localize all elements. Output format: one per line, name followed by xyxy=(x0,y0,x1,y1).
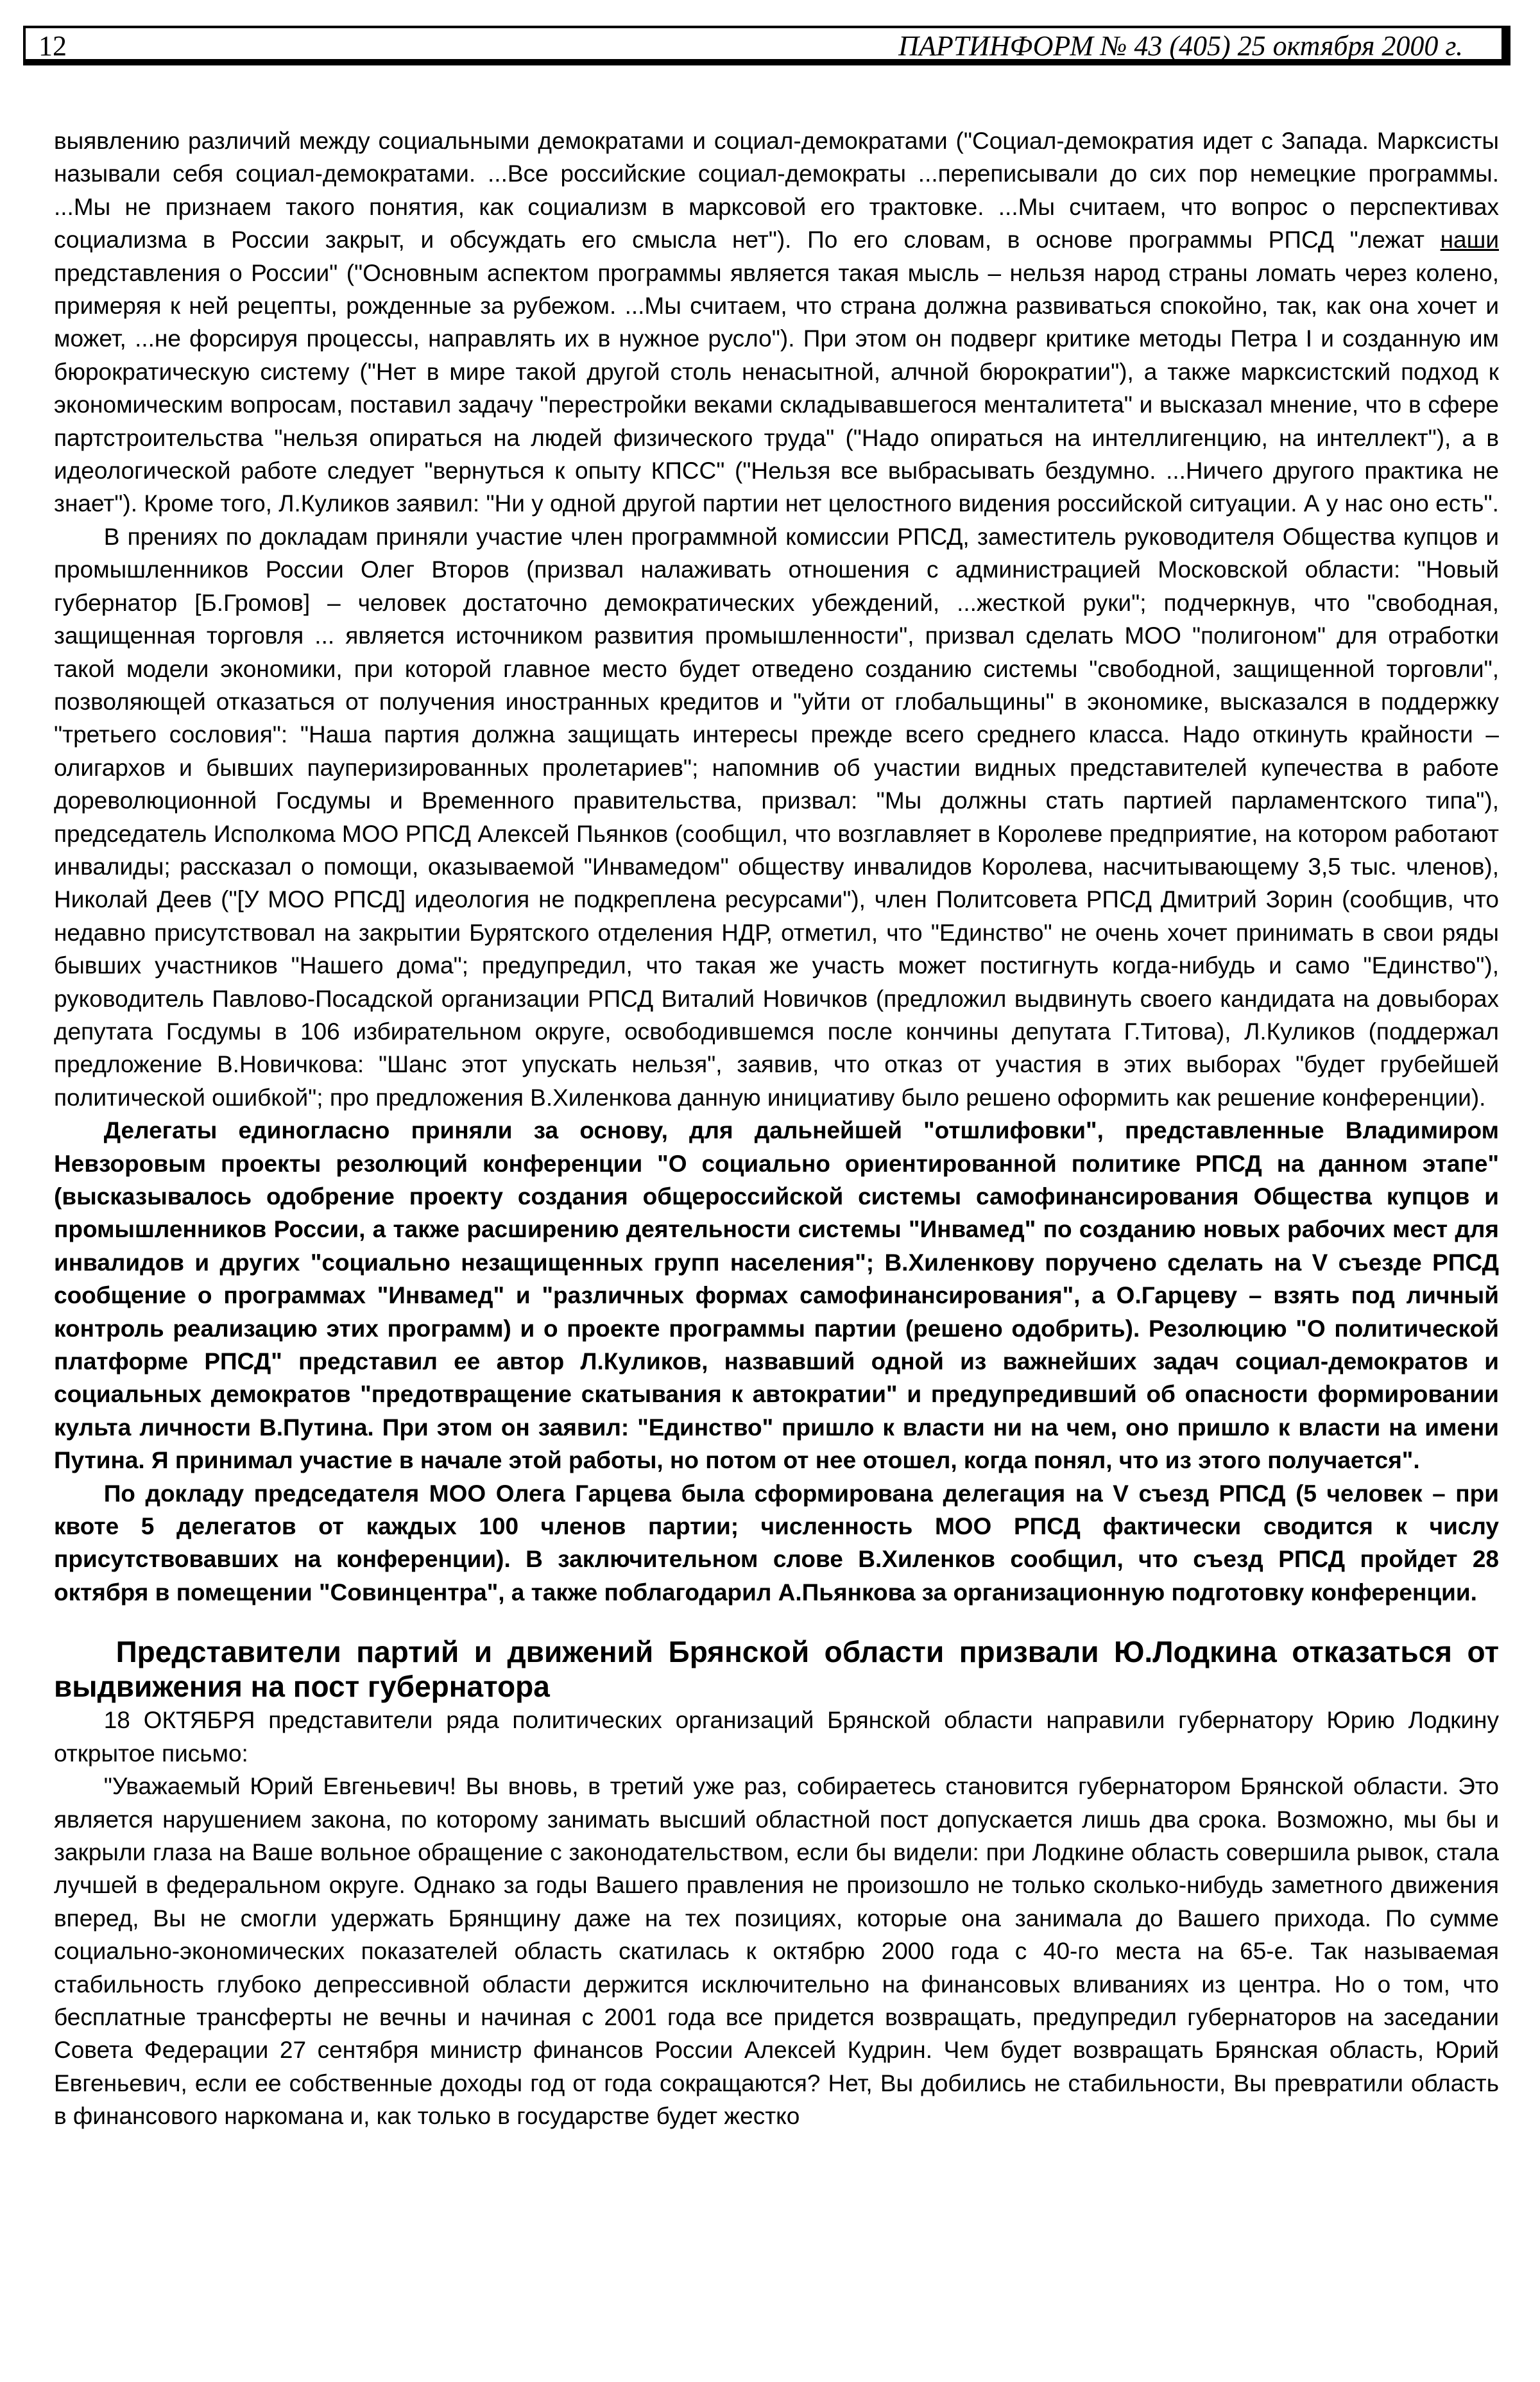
article2-headline: Представители партий и движений Брянской области призвали Ю.Лодкина отказаться от выдвижения на пост губернатора xyxy=(54,1635,1499,1704)
underlined-word: наши xyxy=(1440,227,1499,253)
issue-title: ПАРТИНФОРМ № 43 (405) 25 октября 2000 г. xyxy=(898,30,1463,62)
article2-paragraph-2: "Уважаемый Юрий Евгеньевич! Вы вновь, в третий уже раз, собираетесь становится губернатором Брянской области. Это является нарушением закона, по которому занимать высший областной пост допускается лишь два срока. Возможно, мы бы и закрыли глаза на Ваше вольное обращение с законодательством, если бы видели: при Лодкине область совершила рывок, стала лучшей в федеральном округе. Однако за годы Вашего правления не произошло не только сколько-нибудь заметного движения вперед, Вы не смогли удержать Брянщину даже на тех позициях, которые она занимала до Вашего прихода. По сумме социально-экономических показателей область скатилась к октябрю 2000 года с 40-го места на 65-е. Так называемая стабильность глубоко депрессивной области держится исключительно на финансовых вливаниях из центра. Но о том, что бесплатные трансферты не вечны и начиная с 2001 года все придется возвращать, предупредил губернаторов на заседании Совета Федерации 27 сентября министр финансов России Алексей Кудрин. Чем будет возвращать Брянская область, Юрий Евгеньевич, если ее собственные доходы год от года сокращаются? Нет, Вы добились не стабильности, Вы превратили область в финансового наркомана и, как только в государстве будет жестко xyxy=(54,1773,1499,2130)
paragraph-text: выявлению различий между социальными демократами и социал-демократами ("Социал-демократия идет с Запада. Марксисты называли себя социал-демократами. ...Все российские социал-демократы ...переписывали до сих пор немецкие программы. ...Мы не признаем такого понятия, как социализм в марксовой его трактовке. ...Мы считаем, что вопрос о перспективах социализма в России закрыт, и обсуждать его смысла нет"). По его словам, в основе программы РПСД "лежат xyxy=(54,128,1499,253)
article1-paragraph-1 xyxy=(54,124,1499,520)
paragraph-text: представления о России" ("Основным аспектом программы является такая мысль – нельзя народ страны ломать через колено, примеряя к ней рецепты, рожденные за рубежом. ...Мы считаем, что страна должна развиваться спокойно, так, как она хочет и может, ...не форсируя процессы, направлять их в нужное русло"). При этом он подверг критике методы Петра I и созданную им бюрократическую систему ("Нет в мире такой другой столь ненасытной, алчной бюрократии"), а также марксистский подход к экономическим вопросам, поставил задачу "перестройки веками складывавшегося менталитета" и высказал мнение, что в сфере партстроительства "нельзя опираться на людей физического труда" ("Надо опираться на интеллигенцию, на интеллект"), а в идеологической работе следует "вернуться к опыту КПСС" ("Нельзя все выбрасывать бездумно. ...Ничего другого практика не знает"). Кроме того, Л.Куликов заявил: "Ни у одной другой партии нет целостного видения российской ситуации. А у нас оно есть". xyxy=(54,259,1499,517)
article1-paragraph-4: По докладу председателя МОО Олега Гарцева была сформирована делегация на V съезд РПСД (5 человек – при квоте 5 делегатов от каждых 100 членов партии; численность МОО РПСД фактически сводится к числу присутствовавших на конференции). В заключительном слове В.Хиленков сообщил, что съезд РПСД пройдет 28 октября в помещении "Совинцентра", а также поблагодарил А.Пьянкова за организационную подготовку конференции. xyxy=(54,1480,1499,1606)
article1-paragraph-2: В прениях по докладам приняли участие член программной комиссии РПСД, заместитель руководителя Общества купцов и промышленников России Олег Второв (призвал налаживать отношения с администрацией Московской области: "Новый губернатор [Б.Громов] – человек достаточно демократических убеждений, ...жесткой руки"; подчеркнув, что "свободная, защищенная торговля ... является источником развития промышленности", призвал сделать МОО "полигоном" для отработки такой модели экономики, при которой главное место будет отведено созданию системы "свободной, защищенной торговли", позволяющей отказаться от получения иностранных кредитов и "уйти от глобальщины" в экономике, высказался в поддержку "третьего сословия": "Наша партия должна защищать интересы прежде всего среднего класса. Надо откинуть крайности – олигархов и бывших пауперизированных пролетариев"; напомнив об участии видных представителей купечества в работе дореволюционной Госдумы и Временного правительства, призвал: "Мы должны стать партией парламентского типа"), председатель Исполкома МОО РПСД Алексей Пьянков (сообщил, что возглавляет в Королеве предприятие, на котором работают инвалиды; рассказал о помощи, оказываемой "Инвамедом" обществу инвалидов Королева, насчитывающему 3,5 тыс. членов), Николай Деев ("[У МОО РПСД] идеология не подкреплена ресурсами"), член Политсовета РПСД Дмитрий Зорин (сообщив, что недавно присутствовал на закрытии Бурятского отделения НДР, отметил, что "Единство" не очень хочет принимать в свои ряды бывших участников "Нашего дома"; предупредил, что такая же участь может постигнуть когда-нибудь и само "Единство"), руководитель Павлово-Посадской организации РПСД Виталий Новичков (предложил выдвинуть своего кандидата на довыборах депутата Госдумы в 106 избирательном округе, освободившемся после кончины депутата Г.Титова), Л.Куликов (поддержал предложение В.Новичкова: "Шанс этот упускать нельзя", заявив, что отказ от участия в этих выборах "будет грубейшей политической ошибкой"; про предложения В.Хиленкова данную инициативу было решено оформить как решение конференции). xyxy=(54,523,1499,1111)
article2-paragraph-1: 18 ОКТЯБРЯ представители ряда политических организаций Брянской области направили губернатору Юрию Лодкину открытое письмо: xyxy=(54,1707,1499,1767)
article1-paragraph-3: Делегаты единогласно приняли за основу, для дальнейшей "отшлифовки", представленные Владимиром Невзоровым проекты резолюций конференции "О социально ориентированной политике РПСД на данном этапе" (высказывалось одобрение проекту создания общероссийской системы самофинансирования Общества купцов и промышленников России, а также расширению деятельности системы "Инвамед" по созданию новых рабочих мест для инвалидов и других "социально незащищенных групп населения"; В.Хиленкову поручено сделать на V съезде РПСД сообщение о программах "Инвамед" и "различных формах самофинансирования", а О.Гарцеву – взять под личный контроль реализацию этих программ) и о проекте программы партии (решено одобрить). Резолюцию "О политической платформе РПСД" представил ее автор Л.Куликов, назвавший одной из важнейших задач социал-демократов и социальных демократов "предотвращение скатывания к автократии" и предупредивший об опасности формировании культа личности В.Путина. При этом он заявил: "Единство" пришло к власти ни на чем, оно пришло к власти на имени Путина. Я принимал участие в начале этой работы, но потом от нее отошел, когда понял, что из этого получается". xyxy=(54,1117,1499,1474)
article-body xyxy=(54,124,1499,2133)
page-header xyxy=(23,26,1510,65)
page-number: 12 xyxy=(38,30,67,62)
